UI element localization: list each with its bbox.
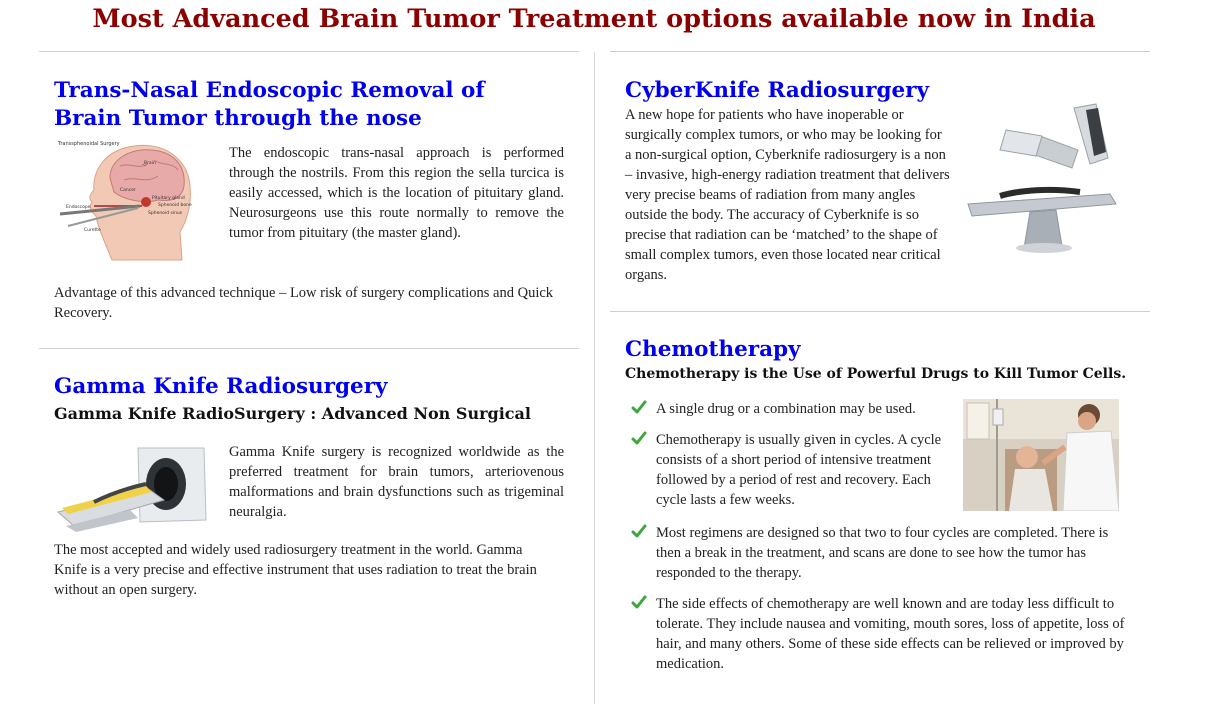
transsphenoidal-illustration xyxy=(54,136,224,264)
chemotherapy-bullet-list xyxy=(625,399,955,521)
bullet-text: A single drug or a combination may be used. xyxy=(656,401,916,417)
divider-mid-left xyxy=(39,348,579,349)
bullet-text: The side effects of chemotherapy are well known and are today less difficult to tolerate. They include nausea and vomiting, mouth sores, loss of appetite, loss of hair, and many others. Some of these side effects can be relieved or improved by medication. xyxy=(656,596,1125,672)
chemotherapy-photo xyxy=(963,399,1119,511)
bullet-text: Chemotherapy is usually given in cycles. A cycle consists of a short period of intensive treatment followed by a period of rest and recovery. Each cycle lasts a few weeks. xyxy=(656,432,942,508)
label-cancer: Cancer xyxy=(120,188,136,193)
label-endoscope: Endoscope xyxy=(66,205,91,210)
title-line-1: Trans-Nasal Endoscopic Removal of xyxy=(54,78,485,103)
checkmark-icon xyxy=(631,430,647,446)
divider-top-right xyxy=(610,51,1150,52)
section-title-cyberknife: CyberKnife Radiosurgery xyxy=(625,78,929,103)
trans-nasal-advantage: Advantage of this advanced technique – Low risk of surgery complications and Quick Recovery. xyxy=(54,285,554,321)
label-sphenoid-sinus: Sphenoid sinus xyxy=(148,211,183,216)
gamma-knife-subtitle: Gamma Knife RadioSurgery : Advanced Non Surgical xyxy=(54,404,531,423)
label-sphenoid-bone: Sphenoid bone xyxy=(158,203,192,208)
title-line-2: Brain Tumor through the nose xyxy=(54,106,422,131)
cyberknife-machine-image xyxy=(960,100,1128,256)
label-brain: Brain xyxy=(144,161,156,166)
cyberknife-body: A new hope for patients who have inoperable or surgically complex tumors, or who may be looking for a non-surgical option, Cyberknife radiosurgery is a non – invasive, high-energy radiation treatment that delivers very precise beams of radiation from many angles outside the body. The accuracy of Cyberknife is so precise that radiation can be ‘matched’ to the shape of small complex tumors, even those located near critical organs. xyxy=(625,107,950,283)
divider-mid-right xyxy=(610,311,1150,312)
checkmark-icon xyxy=(631,399,647,415)
section-title-gamma-knife: Gamma Knife Radiosurgery xyxy=(54,374,388,399)
list-item xyxy=(625,523,1135,583)
section-trans-nasal xyxy=(54,77,566,133)
section-title-chemotherapy: Chemotherapy xyxy=(625,337,801,362)
bullet-text: Most regimens are designed so that two to four cycles are completed. There is then a break in the treatment, and scans are done to see how the tumor has responded to the therapy. xyxy=(656,525,1109,581)
trans-nasal-body: The endoscopic trans-nasal approach is performed through the nostrils. From this region the sella turcica is easily accessed, which is the location of pituitary gland. Neurosurgeons use this route normally to remove the tumor from pituitary (the master gland). xyxy=(229,145,564,241)
section-chemotherapy xyxy=(625,336,1145,384)
list-item xyxy=(625,594,1135,674)
list-item xyxy=(625,430,946,510)
checkmark-icon xyxy=(631,594,647,610)
page-title: Most Advanced Brain Tumor Treatment options available now in India xyxy=(92,4,1096,34)
section-gamma-knife xyxy=(54,373,574,425)
label-curette: Curette xyxy=(84,228,101,233)
label-pituitary: Pituitary gland xyxy=(152,196,185,201)
chemotherapy-bullet-list-wide xyxy=(625,523,1135,674)
section-title-trans-nasal xyxy=(54,77,566,133)
label-header: Transsphenoidal Surgery xyxy=(58,141,120,147)
chemotherapy-subtitle: Chemotherapy is the Use of Powerful Drugs to Kill Tumor Cells. xyxy=(625,366,1127,382)
gamma-knife-summary: The most accepted and widely used radiosurgery treatment in the world. Gamma Knife is a very precise and effective instrument that uses radiation to treat the brain without an open surgery. xyxy=(54,542,537,598)
gamma-knife-machine-image xyxy=(54,438,212,534)
checkmark-icon xyxy=(631,523,647,539)
divider-top-left xyxy=(39,51,579,52)
column-divider xyxy=(594,52,595,704)
gamma-knife-body: Gamma Knife surgery is recognized worldwide as the preferred treatment for brain tumors, arteriovenous malformations and brain dysfunctions such as trigeminal neuralgia. xyxy=(229,444,564,520)
list-item xyxy=(625,399,955,419)
